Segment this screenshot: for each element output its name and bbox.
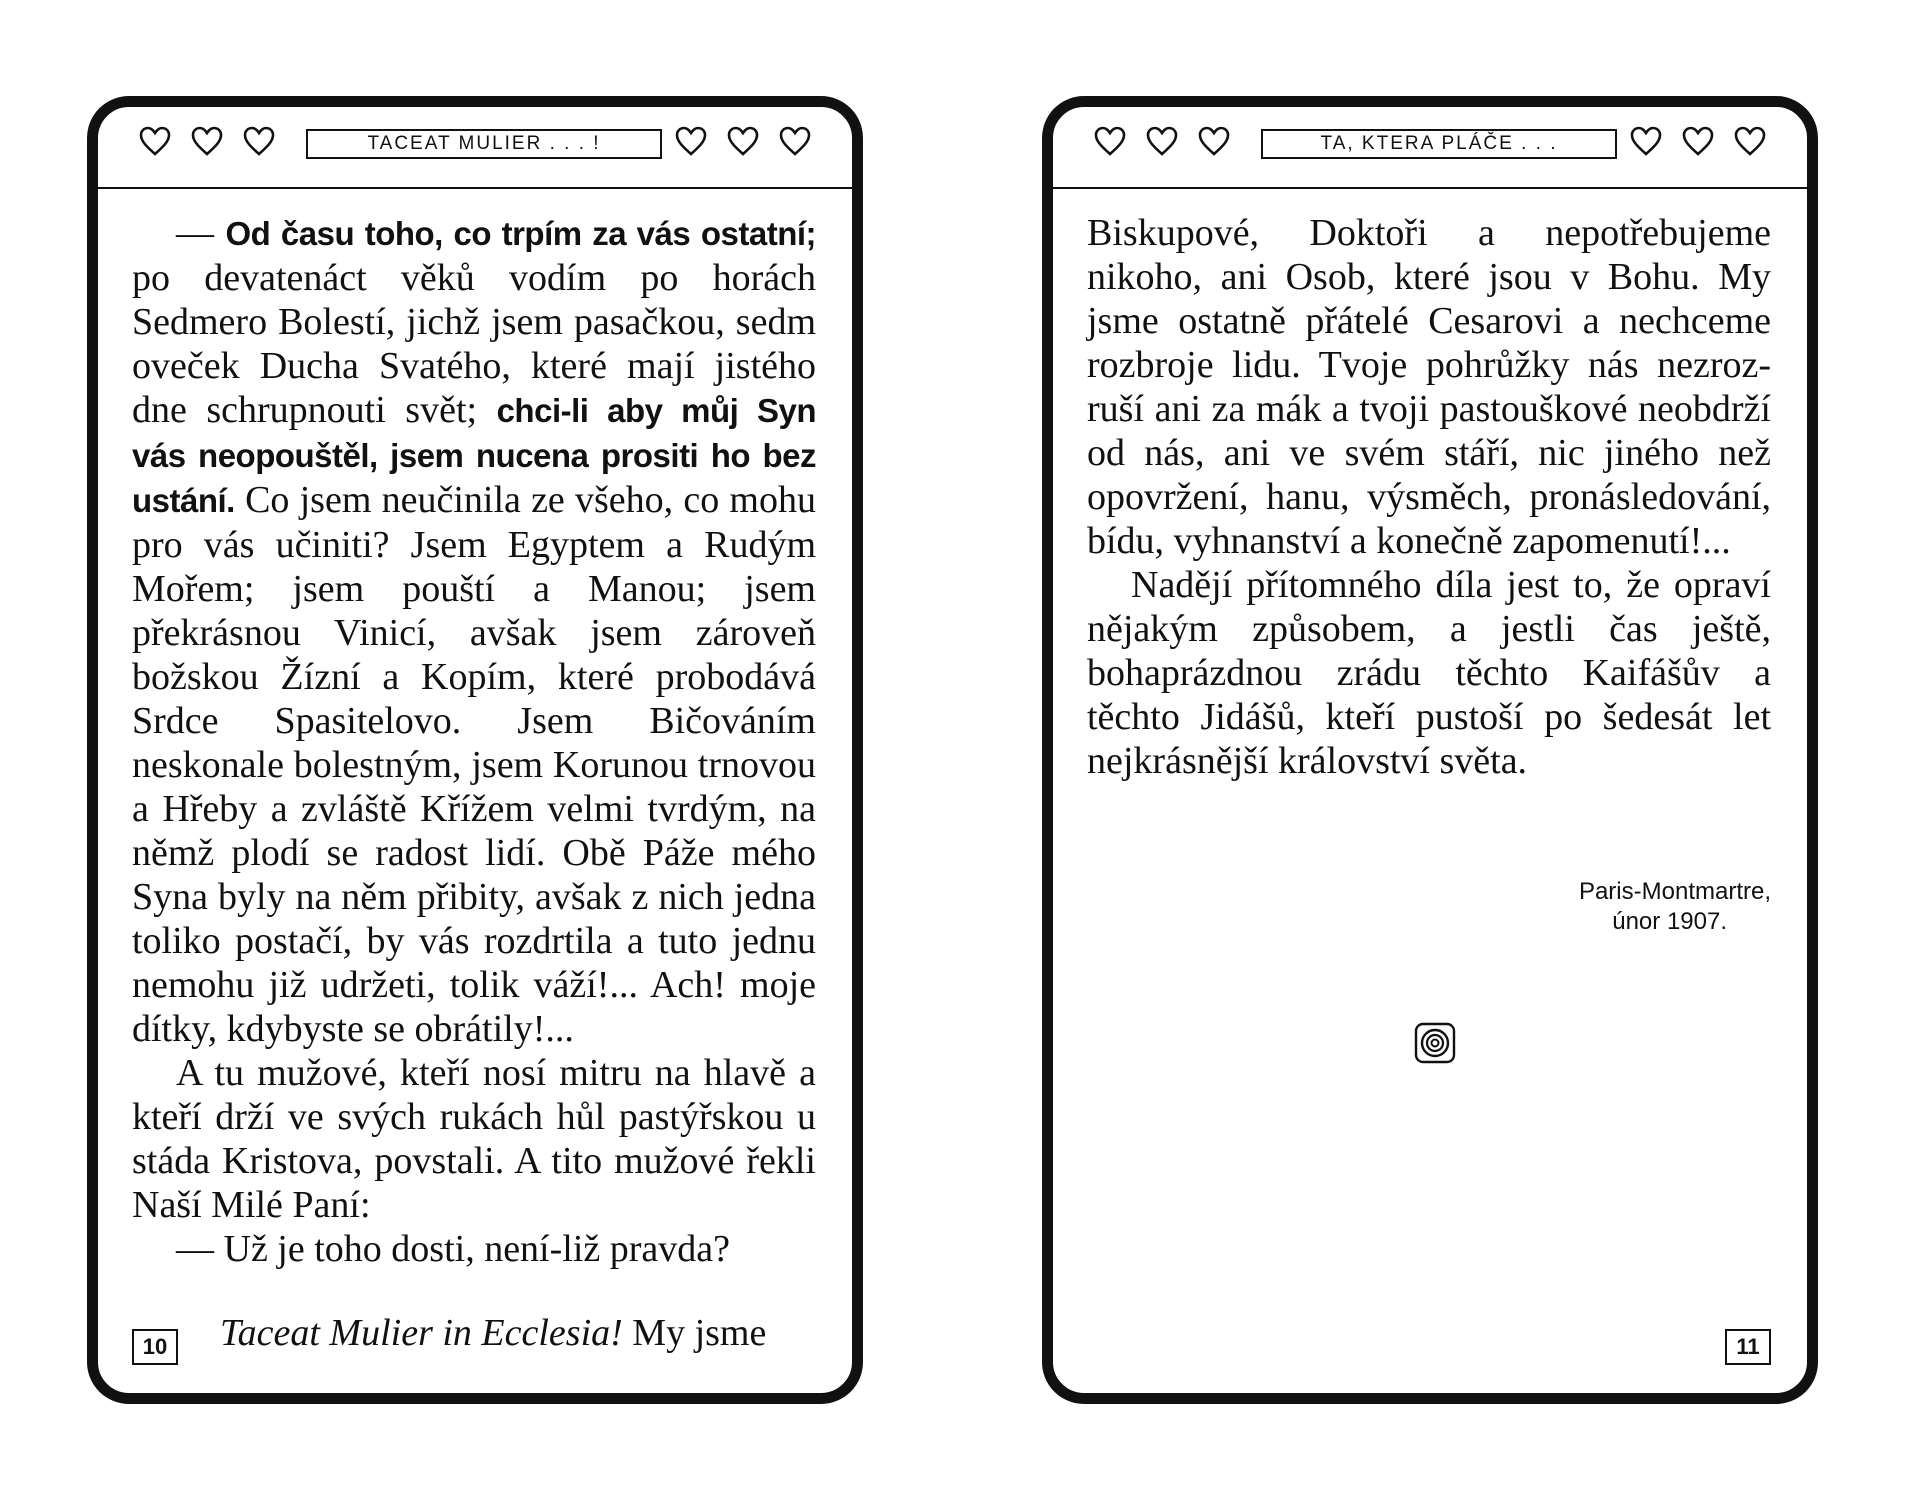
heart-icon <box>778 125 812 157</box>
left-header-hearts-right <box>674 125 812 157</box>
heart-icon <box>1145 125 1179 157</box>
heart-icon <box>1681 125 1715 157</box>
latin-quote: Taceat Mulier in Ecclesia! <box>220 1312 623 1354</box>
heart-icon <box>1093 125 1127 157</box>
heart-icon <box>190 125 224 157</box>
left-page-header <box>98 107 852 189</box>
right-paragraph-1: Biskupové, Doktoři a nepotřebujeme nikoho, ani Osob, které jsou v Bohu. My jsme ostatně přátelé Cesarovi a nechceme rozbroje lidu. Tvoje pohrůžky nás nezroz-ruší ani za mák a tvoji pastouškové neobdrží od nás, ani ve svém stáří, nic jiného než opovržení, hanu, výsměch, pronásledování, bídu, vyhnanství a konečně zapomenutí!... <box>1087 212 1771 562</box>
signature-date: únor 1907. <box>1612 908 1727 935</box>
page-number-left: 10 <box>132 1329 178 1365</box>
heart-icon <box>1629 125 1663 157</box>
right-header-hearts-right <box>1629 125 1767 157</box>
right-page-header <box>1053 107 1807 189</box>
left-page-body <box>132 211 816 1271</box>
heart-icon <box>726 125 760 157</box>
left-header-hearts-left <box>138 125 276 157</box>
left-page-last-line: Taceat Mulier in Ecclesia! My jsme <box>220 1312 767 1354</box>
heart-icon <box>674 125 708 157</box>
bold-passage-2: chci-li aby můj Syn vás neopouštěl, jsem nucena prositi ho bez ustání. <box>132 392 817 519</box>
heart-icon <box>242 125 276 157</box>
right-header-hearts-left <box>1093 125 1231 157</box>
left-paragraph-2: A tu mužové, kteří nosí mitru na hlavě a kteří drží ve svých rukách hůl pastýřskou u stáda Kristova, povstali. A tito mužové řekli Naší Milé Paní: <box>132 1052 816 1226</box>
left-paragraph-3: — Už je toho dosti, není-liž pravda? <box>176 1228 731 1270</box>
spiral-ornament-icon <box>1413 1021 1457 1065</box>
left-page-running-title: TACEAT MULIER . . . ! <box>306 129 662 159</box>
bold-passage-1: Od času toho, co trpím za vás ostatní; <box>225 215 817 252</box>
heart-icon <box>138 125 172 157</box>
left-page <box>87 96 863 1404</box>
right-page <box>1042 96 1818 1404</box>
right-page-running-title: TA, KTERA PLÁČE . . . <box>1261 129 1617 159</box>
heart-icon <box>1733 125 1767 157</box>
left-paragraph-1: — Od času toho, co trpím za vás ostatní; po devatenáct věků vodím po horách Sedmero Bolestí, jichž jsem pasačkou, sedm oveček Ducha Svatého, které mají jistého dne schrupnouti svět; chci-li aby můj Syn vás neopouštěl, jsem nucena prositi ho bez ustání. Co jsem neučinila ze všeho, co mohu pro vás učiniti? Jsem Egyptem a Rudým Mořem; jsem pouští a Manou; jsem překrásnou Vinicí, avšak jsem zároveň božskou Žízní a Kopím, které probodává Srdce Spasitelovo. Jsem Bičováním neskonale bolestným, jsem Korunou trnovou a Hřeby a zvláště Křížem velmi tvrdým, na němž plodí se radost lidí. Obě Páže mého Syna byly na něm přibity, avšak z nich jedna toliko postačí, by vás rozdrtila a tuto jednu nemohu již udržeti, tolik váží!... Ach! moje dítky, kdybyste se obrátily!... <box>132 212 817 1050</box>
right-page-body <box>1087 211 1771 783</box>
signature-place: Paris-Montmartre, <box>1578 878 1771 905</box>
signature-block <box>1579 877 1771 937</box>
heart-icon <box>1197 125 1231 157</box>
page-number-right: 11 <box>1725 1329 1771 1365</box>
right-paragraph-2: Nadějí přítomného díla jest to, že opraví nějakým způsobem, a jestli čas ještě, bohaprázdnou zrádu těchto Kaifášův a těchto Jidášů, kteří pustoší po šedesát let nejkrásnější království světa. <box>1087 564 1771 782</box>
